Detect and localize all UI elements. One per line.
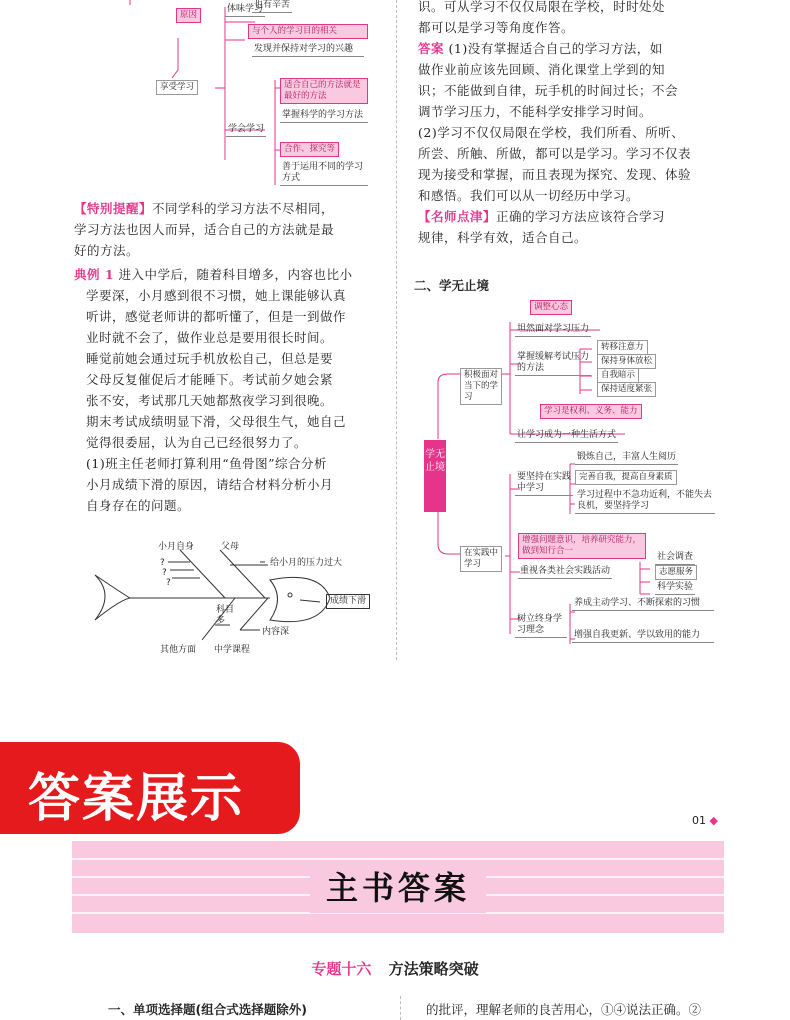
fish-pressure: 给小月的压力过大 [270, 558, 343, 568]
example-line: 听讲，感觉老师讲的都听懂了，但是一到做作 [86, 309, 347, 324]
fish-q3: ? [166, 578, 171, 588]
positive-box: 积极面对当下的学习 [460, 368, 502, 405]
answer-line: 现为接受和掌握，而且表现为探究、发现、体验 [418, 167, 692, 182]
enhance-box: 增强问题意识，培养研究能力，做到知行合一 [518, 533, 646, 559]
practice-box: 在实践中学习 [460, 546, 502, 572]
fish-deep: 内容深 [262, 627, 290, 637]
lifelong-option: 养成主动学习、不断探索的习惯 [572, 598, 714, 611]
bottom-divider [400, 996, 401, 1020]
tip-label: 【特别提醒】 [74, 201, 153, 216]
tip-text-1: 不同学科的学习方法不尽相同， [152, 201, 335, 216]
coop-box: 合作、探究等 [280, 142, 339, 157]
bottom-left-heading: 一、单项选择题(组合式选择题除外) [108, 1002, 307, 1017]
topic-heading [0, 958, 790, 979]
topic-title: 方法策略突破 [388, 960, 479, 978]
fish-parents: 父母 [221, 542, 240, 552]
question-line: 小月成绩下滑的原因，请结合材料分析小月 [86, 477, 334, 492]
banner-text: 答案展示 [28, 769, 245, 829]
teacher-line-2: 规律，科学有效，适合自己。 [418, 230, 588, 245]
fish-q1: ? [160, 558, 165, 568]
fish-subjects: 科目多 [216, 605, 235, 626]
fish-self: 小月自身 [158, 542, 195, 552]
adjust-box: 调整心态 [530, 300, 572, 315]
answer-line: 所尝、所触、所做，都可以是学习。学习不仅表 [418, 146, 692, 161]
good-at-label: 善于运用不同的学习方式 [280, 162, 368, 186]
question-line: 自身存在的问题。 [86, 498, 191, 513]
tip-text-3: 好的方法。 [74, 243, 140, 258]
interest-label: 体味学习 [225, 4, 265, 17]
example-line: 期末考试成绩明显下滑，父母很生气，她自己 [86, 414, 347, 429]
teacher-label: 【名师点津】 [418, 209, 497, 224]
context-line-0: 识。可从学习不仅仅局限在学校，时时处处 [418, 0, 666, 14]
relieve-label: 掌握缓解考试压力的方法 [515, 352, 591, 376]
answer-line: (2)学习不仅仅局限在学校，我们所看、所听、 [418, 125, 685, 140]
reason-box: 原因 [176, 8, 201, 23]
lifelong-option: 增强自我更新、学以致用的能力 [572, 630, 714, 643]
page-number-text: 01 [692, 814, 706, 827]
answer-line: 识；不能做到自律，玩手机的时间过长；不会 [418, 83, 679, 98]
calm-label: 坦然面对学习压力 [515, 324, 591, 337]
social-option: 科学实验 [655, 582, 695, 595]
answer-label: 答案 [418, 41, 445, 56]
master-label: 掌握科学的学习方法 [280, 110, 368, 123]
column-divider [396, 0, 397, 660]
fish-result: 成绩下滑 [326, 594, 370, 609]
example-line: 业时就不会了，做作业总是要用很长时间。 [86, 330, 334, 345]
lifelong-label: 树立终身学习理念 [515, 614, 567, 638]
relieve-option: 转移注意力 [597, 340, 648, 355]
personal-goal-box: 与个人的学习目的相关 [248, 24, 368, 39]
context-line-1: 都可以是学习等角度作答。 [418, 20, 575, 35]
frag-top: 也有辛苦 [252, 0, 292, 13]
page-number [692, 814, 718, 827]
persist-label: 要坚持在实践中学习 [515, 472, 573, 496]
answer-line: 调节学习压力，不能科学安排学习时间。 [418, 104, 653, 119]
learn-label: 学会学习 [226, 124, 266, 137]
answer-line: 做作业前应该先回顾、消化课堂上学到的知 [418, 62, 666, 77]
lifestyle-label: 让学习成为一种生活方式 [515, 430, 618, 443]
fish-course: 中学课程 [214, 645, 251, 655]
teacher-line-1: 正确的学习方法应该符合学习 [496, 209, 666, 224]
social-option: 社会调查 [655, 552, 695, 565]
social-label: 重视各类社会实践活动 [518, 566, 612, 579]
example-block [74, 264, 390, 516]
relieve-option: 保持适度紧张 [597, 382, 656, 397]
question-line: (1)班主任老师打算利用“鱼骨图”综合分析 [86, 456, 327, 471]
right-duty-box: 学习是权利、义务、能力 [540, 404, 642, 419]
persist-option: 学习过程中不急功近利，不能失去良机，要坚持学习 [575, 490, 715, 514]
main-answers-title: 主书答案 [310, 863, 486, 913]
example-line: 觉得很委屈，认为自己已经很努力了。 [86, 435, 308, 450]
persist-option: 完善自我，提高自身素质 [575, 470, 677, 485]
example-line: 父母反复催促后才能睡下。考试前夕她会紧 [86, 372, 334, 387]
tip-text-2: 学习方法也因人而异，适合自己的方法就是最 [74, 222, 335, 237]
topic-label: 专题十六 [311, 960, 372, 978]
special-tip [74, 198, 390, 261]
suitable-box: 适合自己的方法就是最好的方法 [280, 78, 368, 104]
example-line: 睡觉前她会通过玩手机放松自己，但总是要 [86, 351, 334, 366]
bottom-right-text: 的批评，理解老师的良苦用心，①④说法正确。② [426, 1002, 702, 1017]
example-line: 张不安，考试那几天她都熬夜学习到很晚。 [86, 393, 334, 408]
example-label: 典例 1 [74, 267, 115, 282]
fish-q2: ? [162, 568, 167, 578]
relieve-option: 自我暗示 [597, 368, 639, 383]
example-line: 学要深，小月感到很不习惯，她上课能够认真 [86, 288, 347, 303]
enjoy-box: 享受学习 [156, 80, 198, 95]
diamond-icon: ◆ [709, 814, 718, 827]
answer-line: (1)没有掌握适合自己的学习方法，如 [448, 41, 663, 56]
main-answers-header [72, 841, 724, 933]
answer-line: 和感悟。我们可以从一切经历中学习。 [418, 188, 640, 203]
answer-block [418, 0, 734, 248]
social-option: 志愿服务 [655, 565, 697, 580]
discover-label: 发现并保持对学习的兴趣 [252, 44, 364, 57]
root-box: 学无止境 [424, 440, 446, 512]
relieve-option: 保持身体放松 [597, 354, 656, 369]
persist-option: 锻炼自己，丰富人生阅历 [575, 452, 678, 465]
section-title: 二、学无止境 [414, 278, 490, 293]
example-line: 进入中学后，随着科目增多，内容也比小 [118, 267, 353, 282]
fish-other: 其他方面 [160, 645, 197, 655]
answer-display-banner [0, 742, 300, 834]
